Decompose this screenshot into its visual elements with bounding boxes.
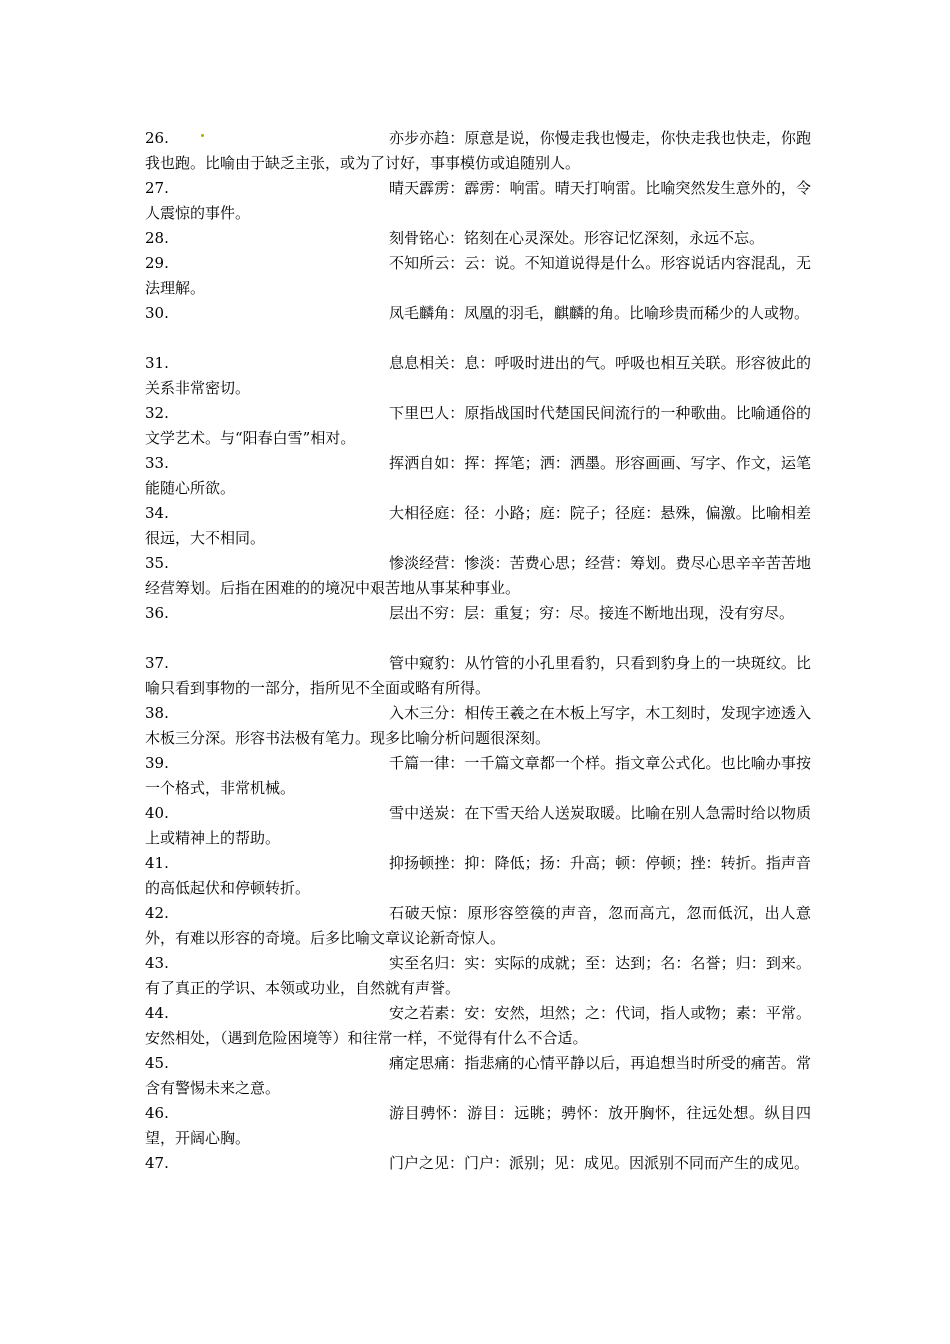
entry-text: 凤毛麟角：凤凰的羽毛，麒麟的角。比喻珍贵而稀少的人或物。	[389, 304, 810, 322]
entry-text: 抑扬顿挫：抑：降低；扬：升高；顿：停顿；挫：转折。指声音的高低起伏和停顿转折。	[145, 854, 811, 897]
list-item	[145, 651, 811, 701]
entry-text: 游目骋怀：游目：远眺；骋怀：放开胸怀，往远处想。纵目四望，开阔心胸。	[145, 1104, 811, 1147]
entry-number: 30.	[145, 304, 169, 322]
entry-text: 石破天惊：原形容箜篌的声音，忽而高亢，忽而低沉，出人意外，有难以形容的奇境。后多比喻文章议论新奇惊人。	[145, 904, 811, 947]
entry-text: 大相径庭：径：小路；庭：院子；径庭：悬殊，偏激。比喻相差很远，大不相同。	[145, 504, 811, 547]
entry-number: 41.	[145, 854, 169, 872]
entry-number: 45.	[145, 1054, 169, 1072]
entry-number: 31.	[145, 354, 169, 372]
list-item	[145, 176, 811, 226]
list-item	[145, 301, 811, 351]
list-item	[145, 601, 811, 651]
entry-text: 下里巴人：原指战国时代楚国民间流行的一种歌曲。比喻通俗的文学艺术。与“阳春白雪”相对。	[145, 404, 811, 447]
list-item	[145, 1101, 811, 1151]
entry-text: 实至名归：实：实际的成就；至：达到；名：名誉；归：到来。有了真正的学识、本领或功业，自然就有声誉。	[145, 954, 811, 997]
entry-text: 息息相关：息：呼吸时进出的气。呼吸也相互关联。形容彼此的关系非常密切。	[145, 354, 811, 397]
entry-number: 38.	[145, 704, 169, 722]
list-item	[145, 751, 811, 801]
entry-number: 34.	[145, 504, 169, 522]
entry-text: 管中窥豹：从竹管的小孔里看豹，只看到豹身上的一块斑纹。比喻只看到事物的一部分，指所见不全面或略有所得。	[145, 654, 811, 697]
entry-number: 46.	[145, 1104, 169, 1122]
list-item	[145, 951, 811, 1001]
list-item	[145, 226, 811, 251]
list-item	[145, 351, 811, 401]
list-item	[145, 1151, 811, 1201]
list-item	[145, 701, 811, 751]
entry-text: 亦步亦趋：原意是说，你慢走我也慢走，你快走我也快走，你跑我也跑。比喻由于缺乏主张，或为了讨好，事事模仿或追随别人。	[145, 129, 811, 172]
entry-text: 安之若素：安：安然，坦然；之：代词，指人或物；素：平常。安然相处，（遇到危险困境等）和往常一样，不觉得有什么不合适。	[145, 1004, 811, 1047]
entry-text: 刻骨铭心：铭刻在心灵深处。形容记忆深刻，永远不忘。	[389, 229, 765, 247]
entry-text: 晴天霹雳：霹雳：响雷。晴天打响雷。比喻突然发生意外的，令人震惊的事件。	[145, 179, 811, 222]
entry-number: 29.	[145, 254, 169, 272]
entry-number: 27.	[145, 179, 169, 197]
entry-number: 44.	[145, 1004, 169, 1022]
entry-number: 47.	[145, 1154, 169, 1172]
entry-text: 门户之见：门户：派别；见：成见。因派别不同而产生的成见。	[389, 1154, 810, 1172]
entry-text: 痛定思痛：指悲痛的心情平静以后，再追想当时所受的痛苦。常含有警惕未来之意。	[145, 1054, 811, 1097]
entry-number: 40.	[145, 804, 169, 822]
entry-number: 35.	[145, 554, 169, 572]
list-item	[145, 801, 811, 851]
entry-text: 惨淡经营：惨淡：苦费心思；经营：筹划。费尽心思辛辛苦苦地经营筹划。后指在困难的的境况中艰苦地从事某种事业。	[145, 554, 811, 597]
list-item	[145, 1051, 811, 1101]
list-item	[145, 251, 811, 301]
list-item	[145, 126, 811, 176]
entry-text: 不知所云：云：说。不知道说得是什么。形容说话内容混乱，无法理解。	[145, 254, 811, 297]
entry-number: 42.	[145, 904, 169, 922]
entry-number: 37.	[145, 654, 169, 672]
entry-number: 39.	[145, 754, 169, 772]
entry-text: 雪中送炭：在下雪天给人送炭取暖。比喻在别人急需时给以物质上或精神上的帮助。	[145, 804, 811, 847]
entry-number: 28.	[145, 229, 169, 247]
entry-text: 千篇一律：一千篇文章都一个样。指文章公式化。也比喻办事按一个格式，非常机械。	[145, 754, 811, 797]
list-item	[145, 501, 811, 551]
list-item	[145, 551, 811, 601]
yellow-dot-mark	[201, 134, 204, 137]
entry-number: 26.	[145, 129, 169, 147]
list-item	[145, 851, 811, 901]
list-item	[145, 901, 811, 951]
entry-number: 36.	[145, 604, 169, 622]
entry-text: 入木三分：相传王羲之在木板上写字，木工刻时，发现字迹透入木板三分深。形容书法极有笔力。现多比喻分析问题很深刻。	[145, 704, 811, 747]
entry-text: 挥洒自如：挥：挥笔；洒：洒墨。形容画画、写字、作文，运笔能随心所欲。	[145, 454, 811, 497]
list-item	[145, 1001, 811, 1051]
entry-number: 33.	[145, 454, 169, 472]
entry-text: 层出不穷：层：重复；穷：尽。接连不断地出现，没有穷尽。	[389, 604, 795, 622]
idiom-list	[145, 126, 811, 1201]
entry-number: 43.	[145, 954, 169, 972]
list-item	[145, 451, 811, 501]
list-item	[145, 401, 811, 451]
entry-number: 32.	[145, 404, 169, 422]
